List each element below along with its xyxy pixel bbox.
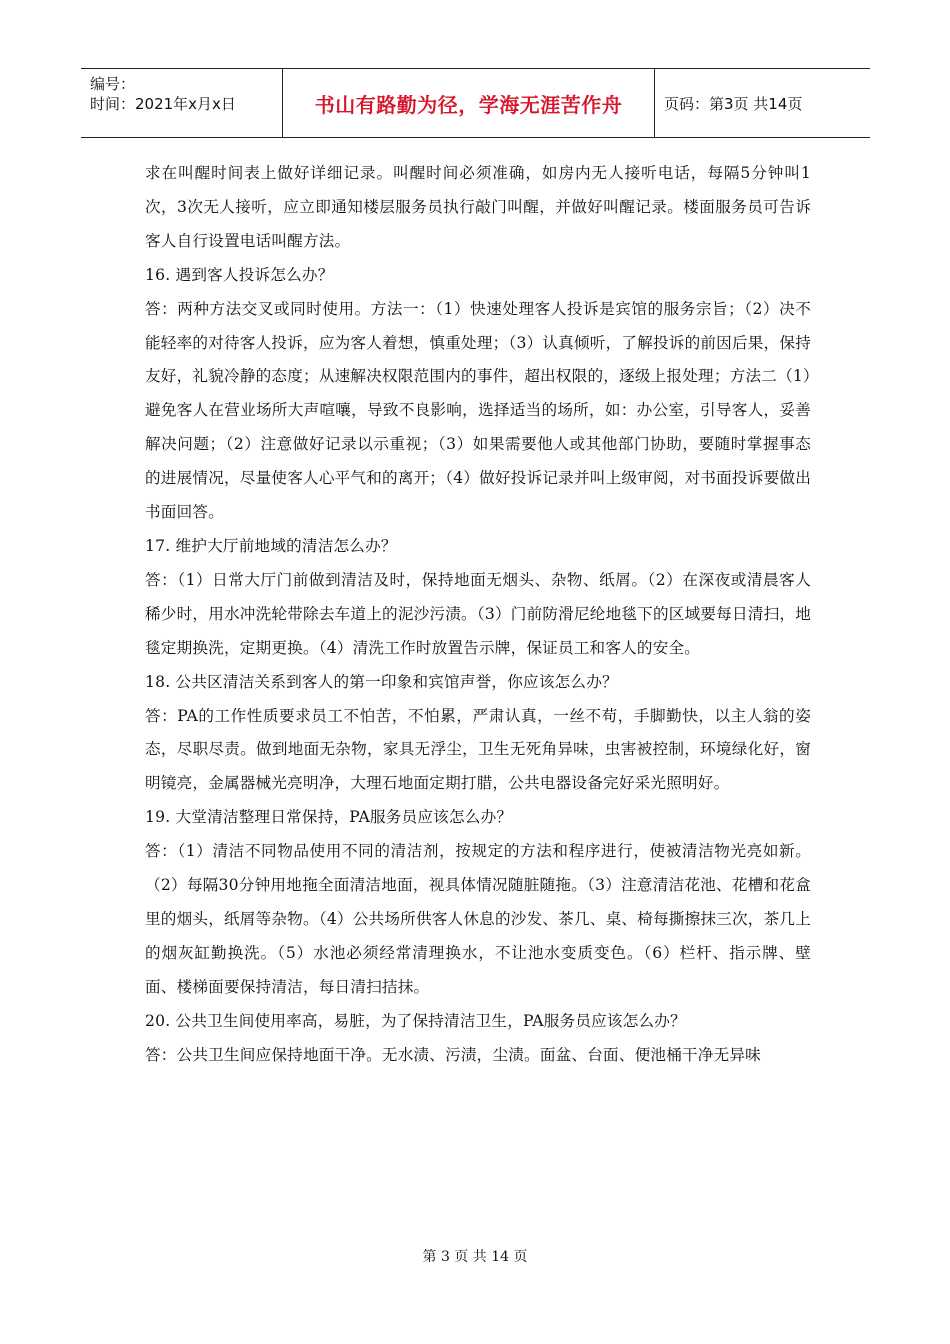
question-20: 20. 公共卫生间使用率高，易脏，为了保持清洁卫生，PA服务员应该怎么办？ bbox=[145, 1011, 686, 1030]
page-info: 页码：第3页 共14页 bbox=[664, 94, 803, 113]
paragraph: 求在叫醒时间表上做好详细记录。叫醒时间必须准确，如房内无人接听电话，每隔5分钟叫1次，3次无人接听，应立即通知楼层服务员执行敲门叫醒，并做好叫醒记录。楼面服务员可告诉客人自行设置电话叫醒方法。 bbox=[145, 164, 811, 250]
header-page-cell bbox=[654, 69, 870, 137]
question-17: 17. 维护大厅前地域的清洁怎么办？ bbox=[145, 536, 397, 555]
header-table bbox=[81, 68, 870, 138]
question-16: 16. 遇到客人投诉怎么办？ bbox=[145, 265, 334, 284]
motto: 书山有路勤为径，学海无涯苦作舟 bbox=[314, 92, 623, 117]
date-label: 时间：2021年x月x日 bbox=[90, 95, 236, 113]
question-18: 18. 公共区清洁关系到客人的第一印象和宾馆声誉，你应该怎么办？ bbox=[145, 672, 618, 691]
answer-17: 答：（1）日常大厅门前做到清洁及时，保持地面无烟头、杂物、纸屑。（2）在深夜或清晨客人稀少时，用水冲洗轮带除去车道上的泥沙污渍。（3）门前防滑尼纶地毯下的区域要每日清扫，地毯定期换洗，定期更换。（4）清洗工作时放置告示牌，保证员工和客人的安全。 bbox=[145, 570, 811, 657]
answer-19: 答：（1）清洁不同物品使用不同的清洁剂，按规定的方法和程序进行，使被清洁物光亮如新。（2）每隔30分钟用地拖全面清洁地面，视具体情况随脏随拖。（3）注意清洁花池、花槽和花盒里的烟头，纸屑等杂物。（4）公共场所供客人休息的沙发、茶几、桌、椅每撕擦抹三次，茶几上的烟灰缸勤换洗。（5）水池必须经常清理换水，不让池水变质变色。（6）栏杆、指示牌、壁面、楼梯面要保持清洁，每日清扫拮抹。 bbox=[145, 842, 811, 996]
answer-20: 答：公共卫生间应保持地面干净。无水渍、污渍，尘渍。面盆、台面、便池桶干净无异味 bbox=[145, 1045, 761, 1064]
document-body bbox=[145, 157, 811, 1072]
answer-16: 答：两种方法交叉或同时使用。方法一：（1）快速处理客人投诉是宾馆的服务宗旨；（2）决不能轻率的对待客人投诉，应为客人着想，慎重处理；（3）认真倾听，了解投诉的前因后果，保持友好，礼貌冷静的态度；从速解决权限范围内的事件，超出权限的，逐级上报处理；方法二（1）避免客人在营业场所大声喧嚷，导致不良影响，选择适当的场所，如：办公室，引导客人，妥善解决问题；（2）注意做好记录以示重视；（3）如果需要他人或其他部门协助，要随时掌握事态的进展情况，尽量使客人心平气和的离开；（4）做好投诉记录并叫上级审阅，对书面投诉要做出书面回答。 bbox=[145, 299, 811, 522]
question-19: 19. 大堂清洁整理日常保持，PA服务员应该怎么办？ bbox=[145, 808, 513, 827]
header-motto-cell bbox=[282, 69, 655, 137]
answer-18: 答：PA的工作性质要求员工不怕苦，不怕累，严肃认真，一丝不苟，手脚勤快，以主人翁的姿态，尽职尽责。做到地面无杂物，家具无浮尘，卫生无死角异味，虫害被控制，环境绿化好，窗明镜亮，金属器械光亮明净，大理石地面定期打腊，公共电器设备完好采光照明好。 bbox=[145, 706, 811, 793]
header-meta-cell bbox=[81, 69, 281, 137]
serial-label: 编号： bbox=[90, 75, 136, 93]
page-footer: 第 3 页 共 14 页 bbox=[422, 1249, 528, 1265]
